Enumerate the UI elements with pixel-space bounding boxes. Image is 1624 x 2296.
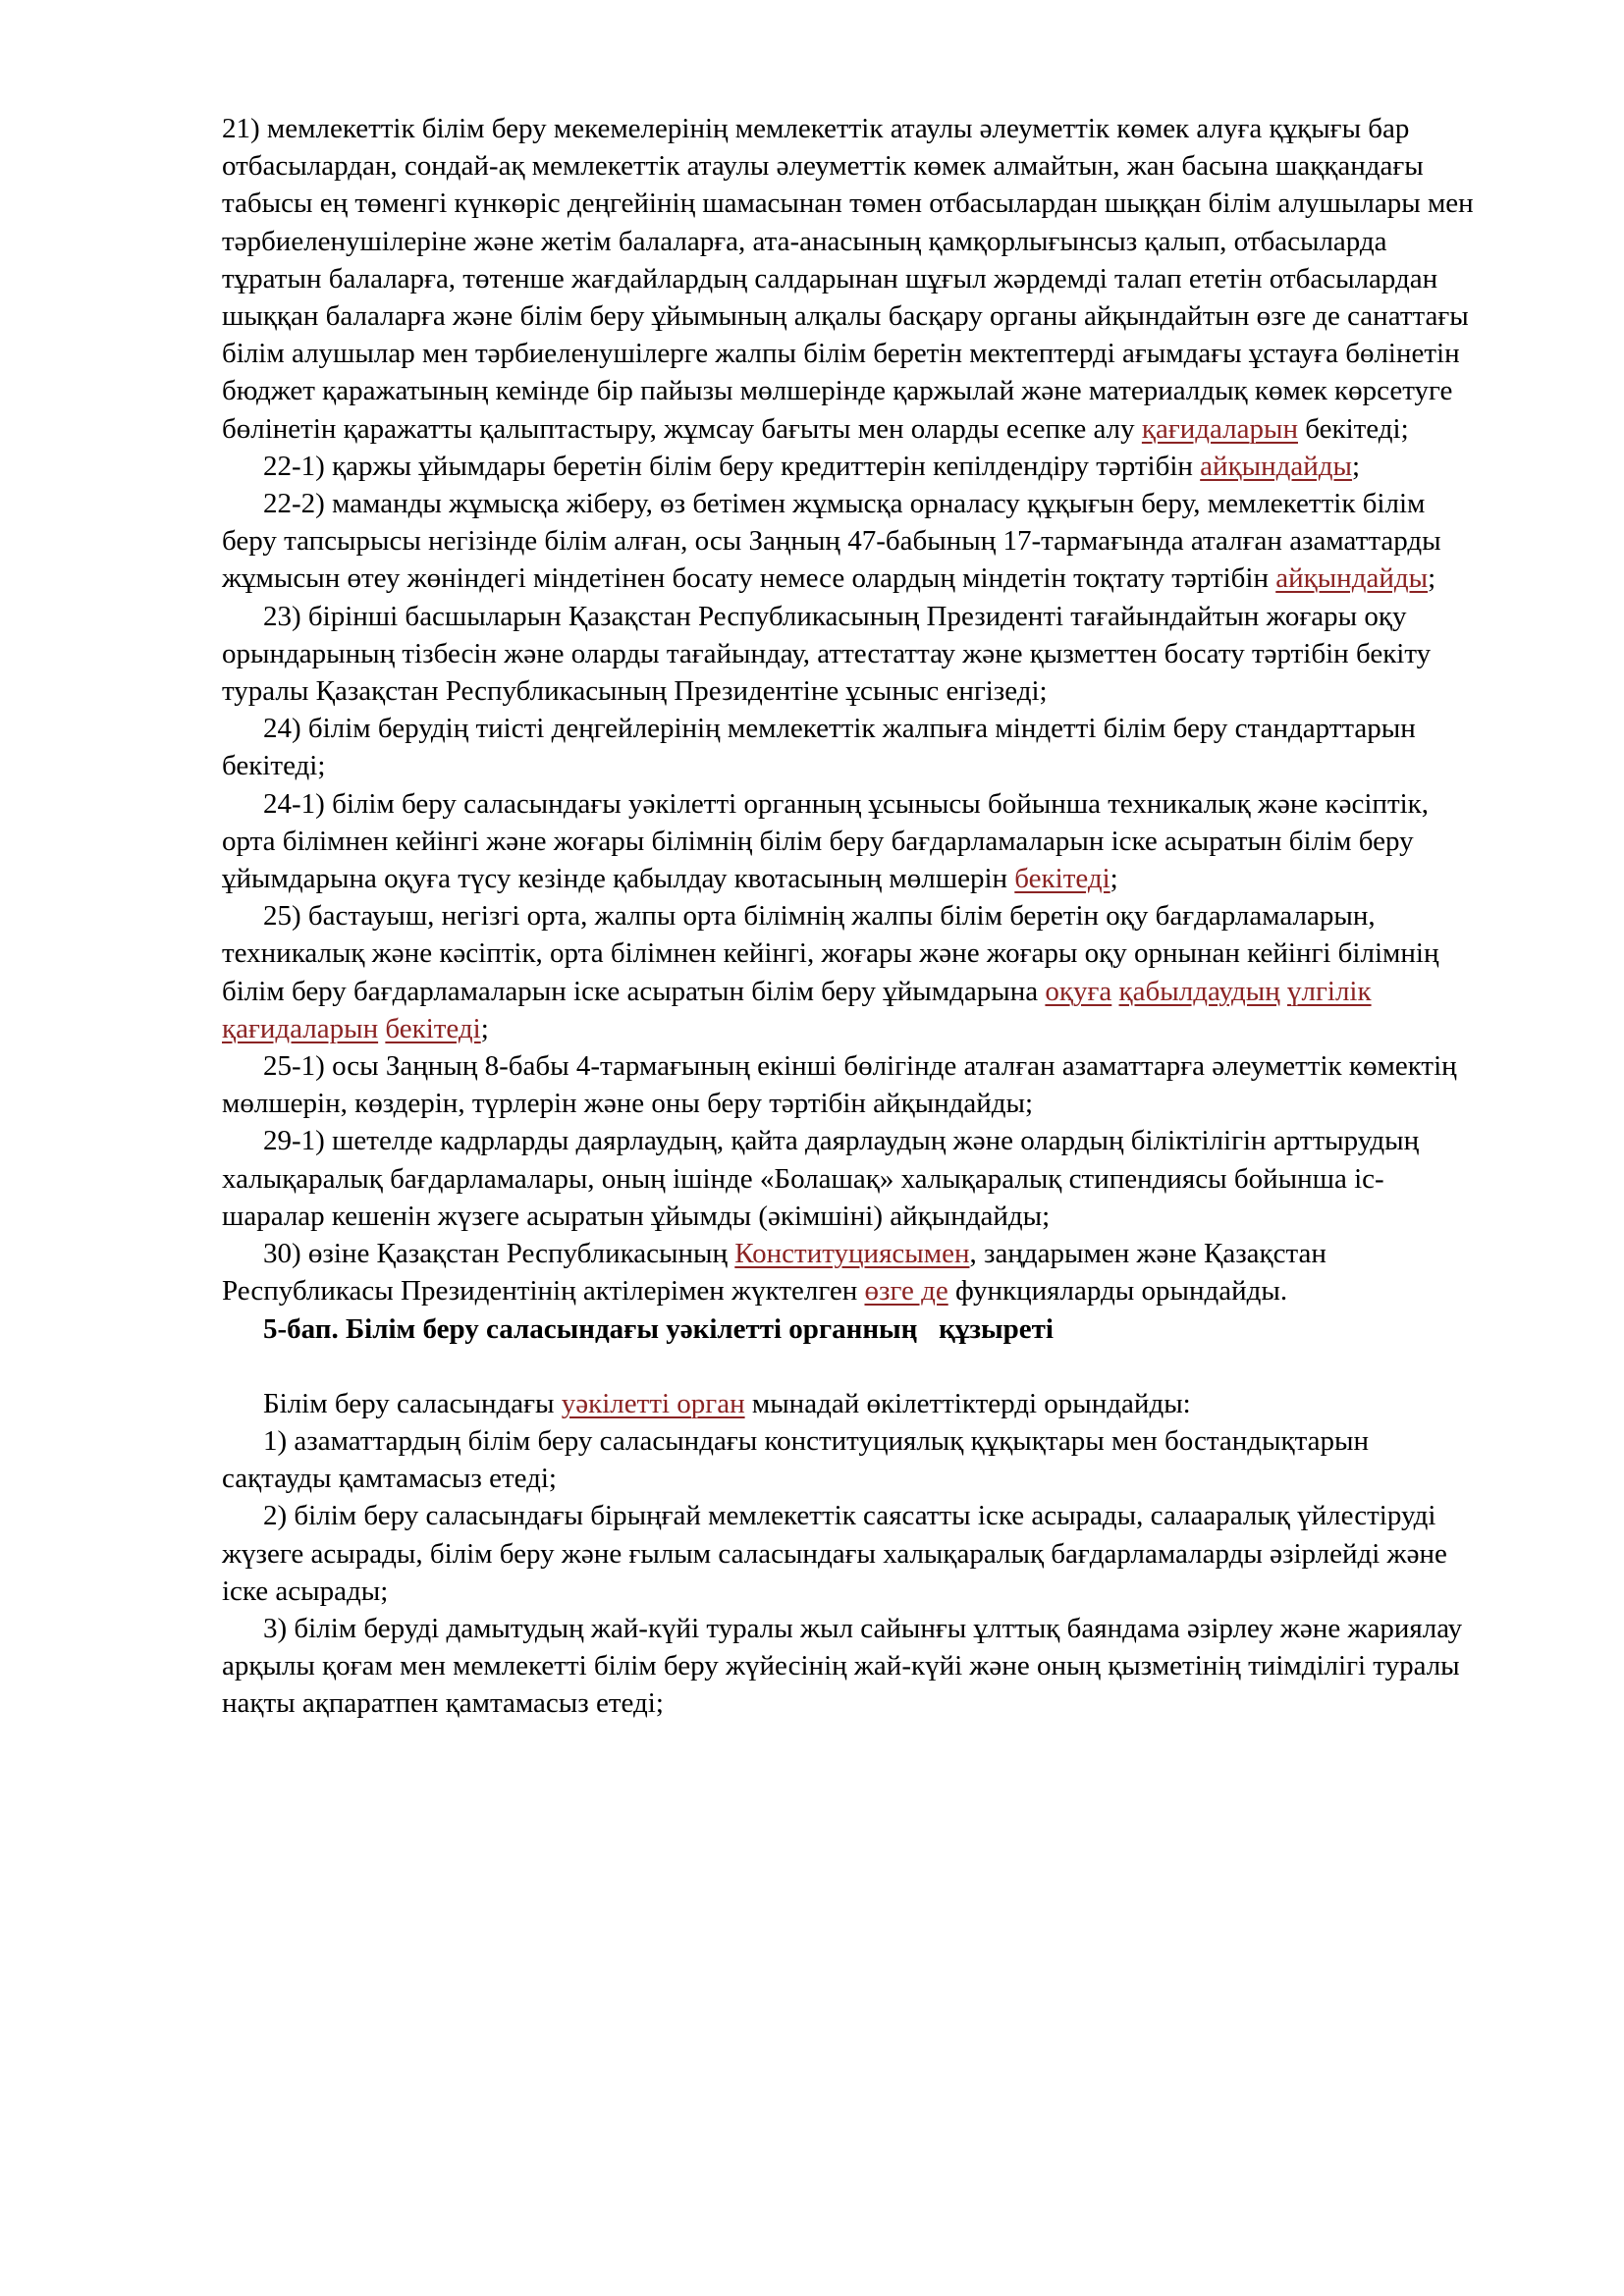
- paragraph: [222, 1047, 1479, 1122]
- doc-link[interactable]: айқындайды: [1275, 562, 1429, 595]
- doc-link[interactable]: өзге де: [864, 1275, 948, 1308]
- text-run: функцияларды орындайды.: [947, 1275, 1288, 1308]
- text-run: 22-2) маманды жұмысқа жіберу, өз бетімен жұмысқа орналасу құқығын беру, мемлекеттік білім беру тапсырысы негізінде білім алған, осы Заңның 47-бабының 17-тармағында аталған азаматтарды жұмысын өтеу жөніндегі міндетінен босату немесе олардың міндетін тоқтату тәртібін: [222, 488, 1441, 595]
- text-run: 30) өзіне Қазақстан Республикасының: [263, 1238, 735, 1270]
- paragraph: [222, 485, 1479, 598]
- text-run: 3) білім беруді дамытудың жай-күйі туралы жыл сайынғы ұлттық баяндама әзірлеу және жариялау арқылы қоғам мен мемлекетті білім беру жүйесінің жай-күйі және оның қызметінің тиімділігі туралы нақты ақпаратпен қамтамасыз етеді;: [222, 1612, 1463, 1720]
- paragraph: [222, 1122, 1479, 1235]
- doc-link[interactable]: Конституциясымен: [734, 1238, 970, 1270]
- text-run: 24-1) білім беру саласындағы уәкілетті органның ұсынысы бойынша техникалық және кәсіптік, орта білімнен кейінгі және жоғары білімнің білім беру бағдарламаларын іске асыратын білім беру ұйымдарына оқуға түсу кезінде қабылдау квотасының мөлшерін: [222, 787, 1430, 895]
- paragraph: [222, 785, 1479, 898]
- text-run: Білім беру саласындағы: [263, 1387, 562, 1419]
- text-run: 22-1) қаржы ұйымдары беретін білім беру кредиттерін кепілдендіру тәртібін: [263, 450, 1201, 482]
- doc-link[interactable]: бекітеді: [385, 1012, 481, 1044]
- doc-link[interactable]: уәкілетті орган: [561, 1387, 745, 1419]
- doc-link[interactable]: қағидаларын: [1141, 412, 1298, 445]
- paragraph: [222, 1610, 1479, 1723]
- paragraph: [222, 710, 1479, 784]
- text-run: 23) бірінші басшыларын Қазақстан Республикасының Президенті тағайындайтын жоғары оқу орындарының тізбесін және оларды тағайындау, аттестаттау және қызметтен босату тәртібін бекіту туралы Қазақстан Республикасының Президентіне ұсыныс енгізеді;: [222, 600, 1432, 708]
- text-run: ;: [1352, 450, 1361, 482]
- paragraph: [222, 1385, 1479, 1422]
- doc-link[interactable]: үлгілік: [1287, 975, 1372, 1007]
- paragraph: [222, 598, 1479, 711]
- paragraph: [222, 448, 1479, 485]
- text-run: 1) азаматтардың білім беру саласындағы конституциялық құқықтары мен бостандықтарын сақтауды қамтамасыз етеді;: [222, 1424, 1370, 1495]
- text-run: ;: [1428, 562, 1436, 595]
- doc-link[interactable]: бекітеді: [1014, 863, 1110, 895]
- doc-link[interactable]: қағидаларын: [222, 1012, 379, 1044]
- text-run: 5-бап. Білім беру саласындағы уәкілетті органның құзыреті: [263, 1312, 1054, 1345]
- paragraph: [222, 1497, 1479, 1610]
- text-run: 2) білім беру саласындағы бірыңғай мемлекеттік саясатты іске асырады, салааралық үйлестіруді жүзеге асырады, білім беру және ғылым саласындағы халықаралық бағдарламаларды әзірлейді және іске асырады;: [222, 1500, 1447, 1607]
- text-run: [1111, 976, 1118, 1007]
- doc-link[interactable]: оқуға: [1045, 975, 1112, 1007]
- text-run: ;: [1110, 863, 1118, 895]
- text-run: ;: [480, 1012, 489, 1044]
- text-run: 21) мемлекеттік білім беру мекемелерінің мемлекеттік атаулы әлеуметтік көмек алуға құқығы бар отбасылардан, сондай-ақ мемлекеттік атаулы әлеуметтік көмек алмайтын, жан басына шаққандағы табысы ең төменгі күнкөріс деңгейінің шамасынан төмен отбасылардан шыққан білім алушылары мен тәрбиеленушілеріне және жетім балаларға, ата-анасының қамқорлығынсыз қалып, отбасыларда тұратын балаларға, төтенше жағдайлардың салдарынан шұғыл жәрдемді талап ететін отбасылардан шыққан балаларға және білім беру ұйымының алқалы басқару органы айқындайтын өзге де санаттағы білім алушылар мен тәрбиеленушілерге жалпы білім беретін мектептерді ағымдағы ұстауға бөлінетін бюджет қаражатының кемінде бір пайызы мөлшерінде қаржылай және материалдық көмек көрсетуге бөлінетін қаражатты қалыптастыру, жұмсау бағыты мен оларды есепке алу: [222, 113, 1474, 445]
- text-run: 25) бастауыш, негізгі орта, жалпы орта білімнің жалпы білім беретін оқу бағдарламаларын, техникалық және кәсіптік, орта білімнен кейінгі, жоғары және жоғары оқу орнынан кейінгі білімнің білім беру бағдарламаларын іске асыратын білім беру ұйымдарына: [222, 900, 1439, 1007]
- text-run: [1280, 976, 1287, 1007]
- paragraph: [222, 1235, 1479, 1309]
- paragraph: [222, 897, 1479, 1047]
- text-run: 25-1) осы Заңның 8-бабы 4-тармағының екінші бөлігінде аталған азаматтарға әлеуметтік көмектің мөлшерін, көздерін, түрлерін және оны беру тәртібін айқындайды;: [222, 1050, 1457, 1120]
- doc-link[interactable]: қабылдаудың: [1118, 975, 1280, 1007]
- text-run: мынадай өкілеттіктерді орындайды:: [744, 1387, 1191, 1419]
- document-body: [222, 110, 1479, 1723]
- paragraph: [222, 110, 1479, 448]
- text-run: , заңдарымен және Қазақстан Республикасы Президентінің актілерімен жүктелген: [222, 1238, 1326, 1308]
- section-heading: [222, 1310, 1479, 1348]
- text-run: бекітеді;: [1297, 412, 1409, 445]
- text-run: 29-1) шетелде кадрларды даярлаудың, қайта даярлаудың және олардың біліктілігін арттырудың халықаралық бағдарламалары, оның ішінде «Болашақ» халықаралық стипендиясы бойынша іс-шаралар кешенін жүзеге асыратын ұйымды (әкімшіні) айқындайды;: [222, 1125, 1420, 1232]
- text-run: 24) білім берудің тиісті деңгейлерінің мемлекеттік жалпыға міндетті білім беру стандарттарын бекітеді;: [222, 713, 1416, 782]
- paragraph: [222, 1422, 1479, 1497]
- doc-link[interactable]: айқындайды: [1200, 450, 1353, 482]
